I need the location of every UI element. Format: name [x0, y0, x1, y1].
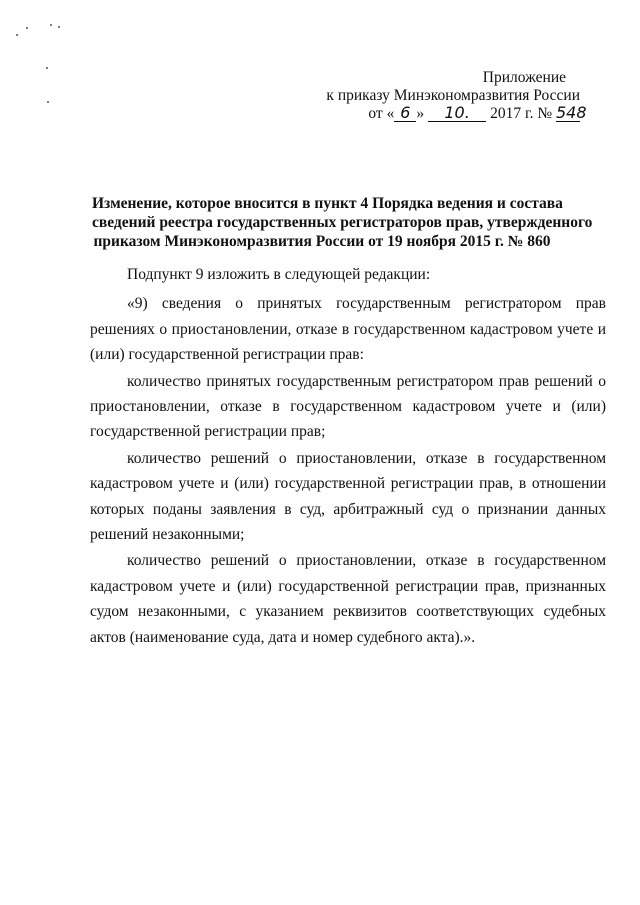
body-paragraph: количество принятых государственным регистратором прав решений о приостановлении, отказе в государственном кадастровом учете и (или) государственной регистрации прав;: [90, 372, 606, 441]
document-title: [92, 194, 593, 251]
appendix-title: Приложение: [482, 69, 566, 86]
body-paragraph: количество решений о приостановлении, отказе в государственном кадастровом учете и (или) государственной регистрации прав, в отношении которых поданы заявления в суд, арбитражный суд о признании данных решений незаконными;: [90, 449, 606, 544]
intro-paragraph: Подпункт 9 изложить в следующей редакции:: [127, 266, 431, 283]
scan-speck: [46, 67, 48, 69]
handwritten-day: 6: [394, 105, 416, 122]
scan-speck: [16, 34, 18, 36]
document-body: [90, 262, 606, 650]
scan-speck: [47, 101, 49, 103]
title-line: Изменение, которое вносится в пункт 4 Порядка ведения и состава: [92, 195, 563, 212]
handwritten-order-number: 548: [556, 103, 587, 122]
appendix-note: [320, 69, 587, 123]
scan-speck: [50, 24, 52, 26]
date-close-quote: »: [416, 105, 425, 122]
body-paragraph: количество решений о приостановлении, отказе в государственном кадастровом учете и (или) государственной регистрации прав, признанных судом незаконными, с указанием реквизитов соответствующих судебных актов (наименование суда, дата и номер судебного акта).».: [90, 552, 606, 646]
body-paragraph: «9) сведения о принятых государственным регистратором прав решениях о приостановлении, отказе в государственном кадастровом учете и (или) государственной регистрации прав:: [90, 295, 606, 364]
handwritten-month: 10.: [428, 105, 486, 122]
date-prefix: от «: [368, 105, 395, 122]
date-year: 2017 г. №: [490, 105, 553, 122]
scan-speck: [58, 26, 60, 28]
appendix-order-ref: к приказу Минэкономразвития России: [326, 87, 580, 104]
title-line: сведений реестра государственных регистраторов прав, утвержденного: [92, 214, 593, 231]
scan-speck: [26, 27, 28, 29]
appendix-date-line: [320, 103, 587, 123]
title-line: приказом Минэкономразвития России от 19 ноября 2015 г. № 860: [93, 233, 551, 250]
